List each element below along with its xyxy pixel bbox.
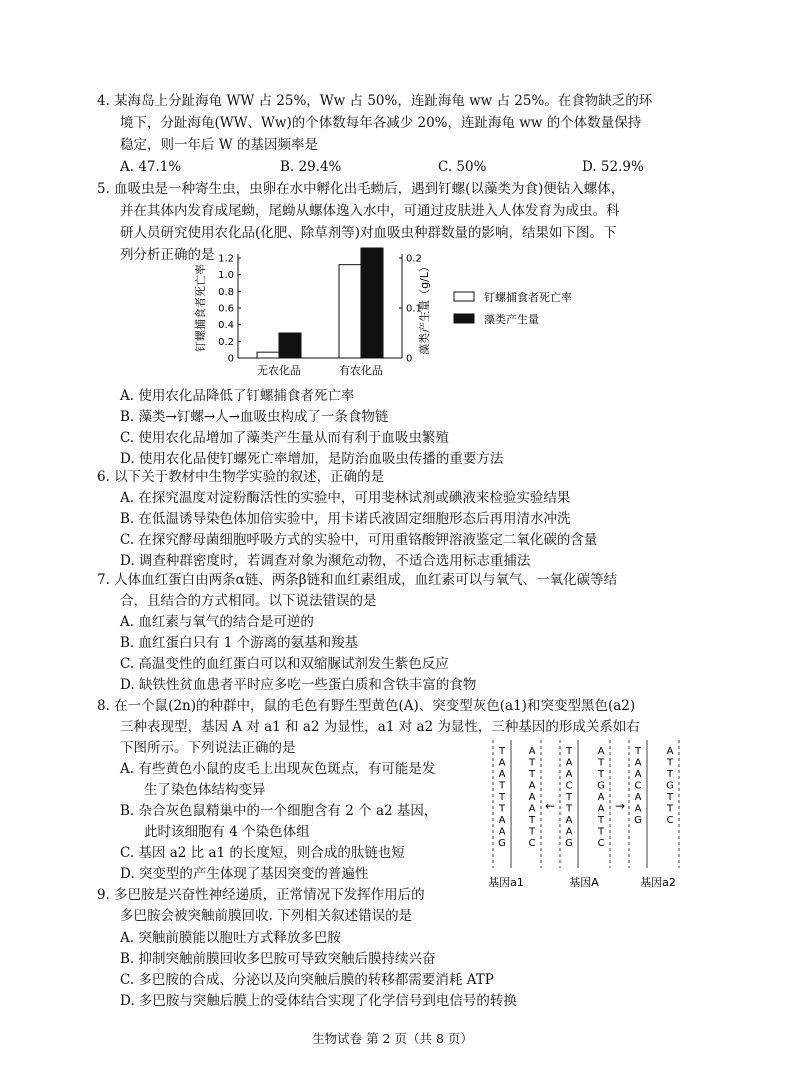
y-tick-label-left: 0.6: [218, 303, 234, 315]
q9-line-2: 多巴胺会被突触前膜回收. 下列相关叙述错误的是: [120, 908, 413, 924]
q8-line-1: 8. 在一个鼠(2n)的种群中，鼠的毛色有野生型黄色(A)、突变型灰色(a1)和突变型黑色(a2): [97, 698, 636, 714]
gene-label: 基因a1: [488, 876, 524, 889]
q9-option-d: D. 多巴胺与突触后膜上的受体结合实现了化学信号到电信号的转换: [120, 993, 517, 1009]
gene-base: T: [528, 769, 536, 780]
gene-base: C: [597, 838, 605, 849]
q4-option-b: B. 29.4%: [280, 159, 342, 175]
q8-option-a-cont: 生了染色体结构变异: [144, 782, 266, 798]
q7-line-2: 合，且结合的方式相同。以下说法错误的是: [120, 593, 377, 609]
gene-base: A: [565, 769, 573, 780]
q9-option-a: A. 突触前膜能以胞吐方式释放多巴胺: [120, 930, 341, 946]
gene-base: C: [565, 780, 573, 792]
gene-base: T: [634, 746, 642, 757]
gene-base: A: [498, 769, 506, 780]
gene-base: A: [528, 803, 536, 815]
gene-base: T: [528, 757, 536, 769]
q8-line-3: 下图所示。下列说法正确的是: [120, 740, 296, 756]
gene-base: A: [528, 792, 536, 803]
q5-option-c: C. 使用农化品增加了藻类产生量从而有利于血吸虫繁殖: [120, 430, 449, 446]
q5-option-d: D. 使用农化品使钉螺死亡率增加，是防治血吸虫传播的重要方法: [120, 451, 504, 467]
gene-base: T: [565, 803, 573, 815]
q4-line-1: 4. 某海岛上分趾海龟 WW 占 25%，Ww 占 50%，连趾海龟 ww 占 25%。在食物缺乏的环: [97, 93, 653, 109]
gene-base: A: [565, 815, 573, 826]
gene-base: A: [498, 757, 506, 769]
gene-base: G: [498, 838, 506, 849]
q5-line-2: 并在其体内发育成尾蚴，尾蚴从螺体逸入水中，可通过皮肤进入人体发育为成虫。科: [120, 203, 620, 219]
q4-option-a: A. 47.1%: [120, 159, 182, 175]
gene-base: T: [498, 803, 506, 815]
gene-label: 基因A: [569, 876, 599, 889]
bar-algae-production-0: [279, 333, 301, 358]
bar-algae-production-1: [361, 248, 383, 358]
y-tick-label-right: 0.1: [406, 303, 422, 315]
q7-line-1: 7. 人体血红蛋白由两条α链、两条β链和血红素组成，血红素可以与氧气、一氧化碳等结: [97, 572, 618, 588]
gene-base: A: [634, 757, 642, 769]
gene-base: A: [565, 826, 573, 838]
q7-option-b: B. 血红蛋白只有 1 个游离的氨基和羧基: [120, 635, 359, 651]
gene-base: A: [565, 757, 573, 769]
gene-base: A: [528, 746, 536, 757]
q6-option-a: A. 在探究温度对淀粉酶活性的实验中，可用斐林试剂或碘液来检验实验结果: [120, 490, 571, 506]
y-tick-label-right: 0.2: [406, 253, 422, 265]
y-axis-label-right: 藻类产生量（g/L）: [418, 261, 431, 355]
legend-swatch: [454, 314, 474, 323]
q7-option-d: D. 缺铁性贫血患者平时应多吃一些蛋白质和含铁丰富的食物: [120, 677, 477, 693]
gene-base: G: [634, 815, 642, 826]
gene-base: G: [565, 838, 573, 849]
q6-option-c: C. 在探究酵母菌细胞呼吸方式的实验中，可用重铬酸钾溶液鉴定二氧化碳的含量: [120, 532, 598, 548]
gene-base: A: [528, 780, 536, 792]
q5-option-b: B. 藻类→钉螺→人→血吸虫构成了一条食物链: [120, 409, 389, 425]
gene-base: A: [498, 826, 506, 838]
gene-base: T: [666, 792, 674, 803]
q8-option-d: D. 突变型的产生体现了基因突变的普遍性: [120, 866, 369, 882]
y-tick-label-left: 0: [227, 353, 234, 365]
gene-base: A: [634, 792, 642, 803]
gene-base: T: [666, 769, 674, 780]
q6-option-d: D. 调查种群密度时，若调查对象为濒危动物，不适合选用标志重捕法: [120, 553, 531, 569]
gene-base: A: [666, 746, 674, 757]
q9-option-b: B. 抑制突触前膜回收多巴胺可导致突触后膜持续兴奋: [120, 951, 436, 967]
gene-base: G: [666, 780, 674, 792]
gene-base: T: [498, 746, 506, 757]
q5-line-3: 研人员研究使用农化品(化肥、除草剂等)对血吸虫种群数量的影响，结果如下图。下: [120, 225, 617, 241]
q4-line-2: 境下，分趾海龟(WW、Ww)的个体数每年各减少 20%，连趾海龟 ww 的个体数量保持: [120, 115, 642, 131]
q7-option-a: A. 血红素与氧气的结合是可逆的: [120, 614, 314, 630]
gene-base: A: [597, 746, 605, 757]
q5-bar-chart: [190, 246, 590, 382]
page-footer: 生物试卷 第 2 页（共 8 页）: [312, 1031, 473, 1046]
y-tick-label-left: 1.0: [218, 270, 234, 282]
gene-base: C: [528, 838, 536, 849]
legend-label: 钉螺捕食者死亡率: [484, 291, 572, 304]
y-tick-label-left: 0.4: [218, 320, 234, 332]
gene-base: A: [634, 769, 642, 780]
gene-base: T: [528, 826, 536, 838]
y-tick-label-left: 0.8: [218, 286, 234, 298]
arrow-left-icon: ←: [544, 799, 556, 813]
gene-base: T: [498, 792, 506, 803]
gene-base: T: [498, 780, 506, 792]
x-tick-label: 有农化品: [339, 364, 383, 377]
legend-label: 藻类产生量: [484, 313, 539, 326]
gene-base: A: [597, 803, 605, 815]
gene-base: A: [634, 803, 642, 815]
q4-option-d: D. 52.9%: [582, 159, 644, 175]
gene-base: C: [666, 815, 674, 826]
gene-base: A: [498, 815, 506, 826]
q8-option-a: A. 有些黄色小鼠的皮毛上出现灰色斑点，有可能是发: [120, 761, 436, 777]
q9-line-1: 9. 多巴胺是兴奋性神经递质，正常情况下发挥作用后的: [97, 887, 425, 903]
y-tick-label-left: 0.2: [218, 336, 234, 348]
gene-base: C: [634, 780, 642, 792]
q8-option-b: B. 杂合灰色鼠精巢中的一个细胞含有 2 个 a2 基因，: [120, 803, 438, 819]
q4-option-c: C. 50%: [438, 159, 487, 175]
gene-label: 基因a2: [640, 876, 676, 889]
q5-option-a: A. 使用农化品降低了钉螺捕食者死亡率: [120, 388, 355, 404]
y-tick-label-right: 0: [406, 353, 413, 365]
gene-base: T: [565, 792, 573, 803]
arrow-right-icon: →: [614, 799, 626, 813]
q4-line-3: 稳定，则一年后 W 的基因频率是: [120, 137, 318, 153]
q8-option-b-cont: 此时该细胞有 4 个染色体组: [144, 824, 310, 840]
legend-swatch: [454, 292, 474, 301]
q6-line-1: 6. 以下关于教材中生物学实验的叙述，正确的是: [97, 469, 385, 485]
gene-base: T: [666, 757, 674, 769]
x-tick-label: 无农化品: [257, 364, 301, 377]
gene-base: T: [597, 826, 605, 838]
bar-predator-mortality-1: [339, 265, 361, 358]
gene-base: T: [528, 815, 536, 826]
q8-line-2: 三种表现型，基因 A 对 a1 和 a2 为显性，a1 对 a2 为显性，三种基因的形成关系如右: [120, 719, 640, 735]
gene-base: A: [597, 792, 605, 803]
y-axis-label-left: 钉螺捕食者死亡率: [194, 264, 207, 352]
q5-line-4: 列分析正确的是: [120, 247, 215, 263]
bar-predator-mortality-0: [257, 352, 279, 358]
gene-base: T: [597, 769, 605, 780]
gene-base: G: [597, 780, 605, 792]
q6-option-b: B. 在低温诱导染色体加倍实验中，用卡诺氏液固定细胞形态后再用清水冲洗: [120, 511, 571, 527]
gene-base: T: [565, 746, 573, 757]
q5-line-1: 5. 血吸虫是一种寄生虫，虫卵在水中孵化出毛蚴后，遇到钉螺(以藻类为食)便钻入螺体，: [97, 181, 625, 197]
q9-option-c: C. 多巴胺的合成、分泌以及向突触后膜的转移都需要消耗 ATP: [120, 972, 494, 988]
gene-diagram: [480, 740, 710, 900]
y-tick-label-left: 1.2: [218, 253, 234, 265]
q8-option-c: C. 基因 a2 比 a1 的长度短，则合成的肽链也短: [120, 845, 405, 861]
gene-base: T: [597, 757, 605, 769]
gene-base: T: [666, 803, 674, 815]
q7-option-c: C. 高温变性的血红蛋白可以和双缩脲试剂发生紫色反应: [120, 656, 449, 672]
gene-base: T: [597, 815, 605, 826]
